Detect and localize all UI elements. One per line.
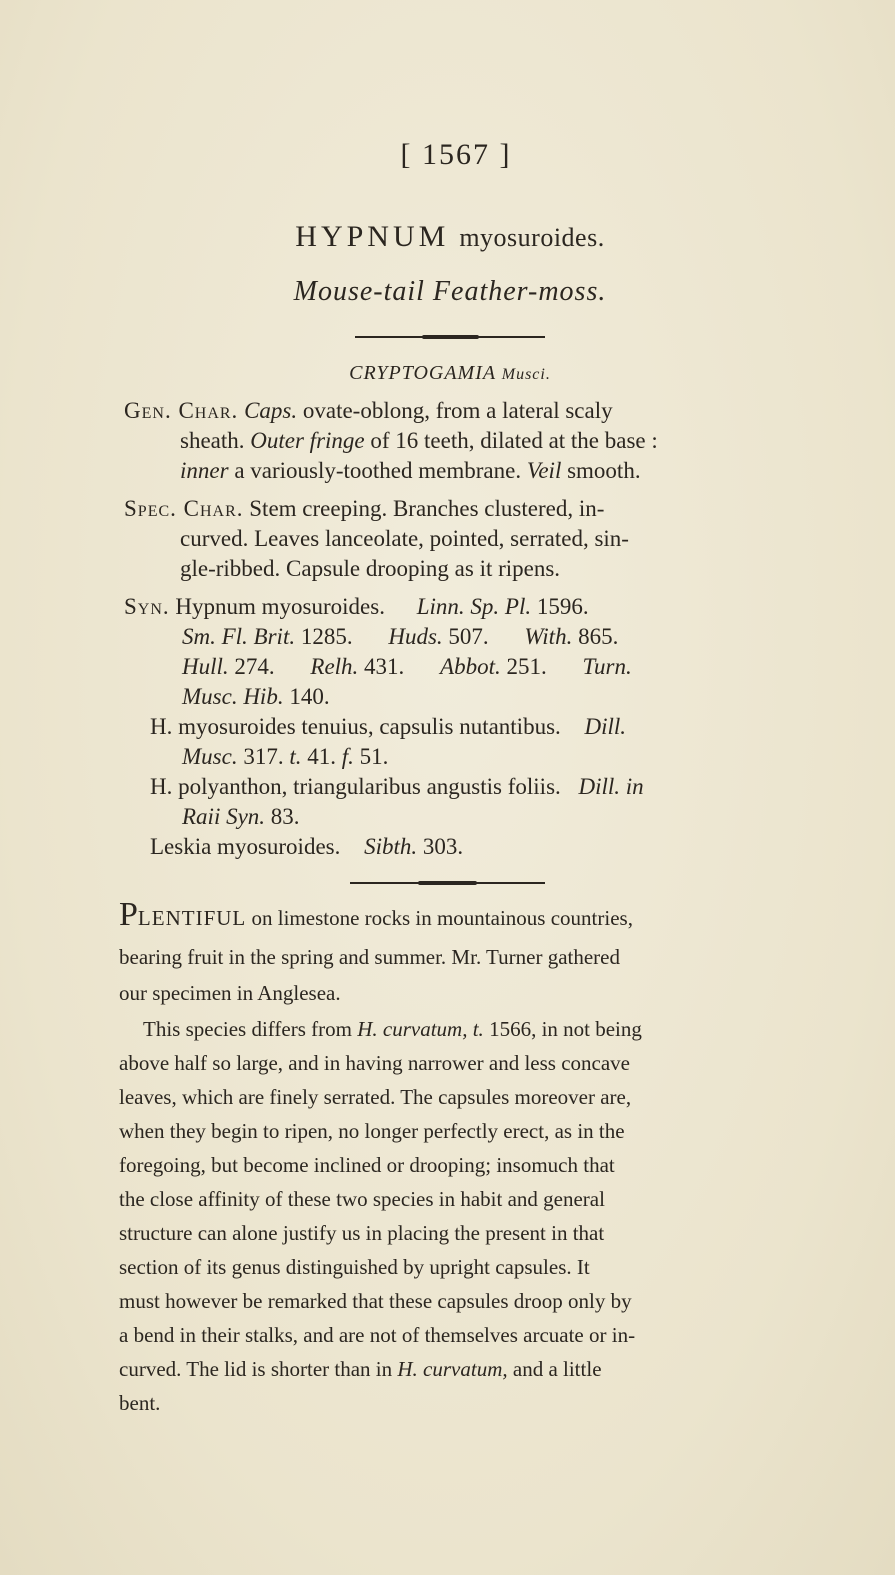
body-line: above half so large, and in having narrower and less concave bbox=[119, 1051, 631, 1075]
gen-char-text: ovate-oblong, from a lateral scaly bbox=[302, 398, 613, 423]
body-line: section of its genus distinguished by upright capsules. It bbox=[119, 1255, 590, 1279]
body-text: curved. The lid is shorter than in bbox=[119, 1357, 393, 1381]
syn-ref: Musc. bbox=[182, 744, 238, 769]
order-name: Musci. bbox=[501, 366, 551, 383]
class-name: CRYPTOGAMIA bbox=[349, 362, 496, 384]
gen-char-text: a variously-toothed membrane. bbox=[234, 458, 522, 483]
genus-name: HYPNUM bbox=[295, 220, 450, 253]
body-line bbox=[143, 1012, 642, 1046]
syn-name: H. myosuroides tenuius, capsulis nutantibus. bbox=[150, 714, 561, 739]
syn-num: 303. bbox=[422, 834, 464, 859]
syn-num: 83. bbox=[270, 804, 300, 829]
body-text: 1566, in not being bbox=[489, 1017, 642, 1041]
syn-name: Leskia myosuroides. bbox=[150, 834, 341, 859]
syn-name: Hypnum myosuroides. bbox=[175, 594, 385, 619]
body-line: structure can alone justify us in placing the present in that bbox=[119, 1221, 605, 1245]
divider-rule-middle bbox=[350, 882, 545, 884]
syn-line-1 bbox=[124, 592, 589, 622]
syn-ref: With. bbox=[524, 624, 573, 649]
lead-caps: LENTIFUL bbox=[137, 906, 247, 930]
gen-char-text: of 16 teeth, dilated at the base : bbox=[370, 428, 658, 453]
syn-num: 317. bbox=[243, 744, 284, 769]
syn-ref: Raii Syn. bbox=[182, 804, 266, 829]
body-line: bearing fruit in the spring and summer. Mr. Turner gathered bbox=[119, 945, 620, 969]
page-number: [ 1567 ] bbox=[400, 138, 512, 171]
syn-line-5 bbox=[150, 712, 626, 742]
syn-num: 865. bbox=[578, 624, 619, 649]
body-text: and a little bbox=[512, 1357, 602, 1381]
body-line bbox=[119, 1352, 602, 1386]
syn-ref: Hull. bbox=[182, 654, 229, 679]
syn-ref: Dill. bbox=[584, 714, 627, 739]
syn-num: 431. bbox=[364, 654, 405, 679]
syn-ref: Linn. Sp. Pl. bbox=[416, 594, 532, 619]
syn-line-8 bbox=[182, 802, 300, 832]
gen-char-text: smooth. bbox=[567, 458, 641, 483]
syn-label: Syn. bbox=[124, 594, 170, 619]
gen-char-term: Outer fringe bbox=[250, 428, 365, 453]
body-line: must however be remarked that these capsules droop only by bbox=[119, 1289, 632, 1313]
gen-char-term: inner bbox=[180, 458, 229, 483]
syn-line-2 bbox=[182, 622, 618, 652]
syn-ref: Sm. Fl. Brit. bbox=[182, 624, 296, 649]
common-name: Mouse-tail Feather-moss. bbox=[293, 276, 607, 307]
body-line: our specimen in Anglesea. bbox=[119, 981, 341, 1005]
spec-char-text: Stem creeping. Branches clustered, in- bbox=[249, 496, 605, 521]
species-title bbox=[0, 220, 895, 254]
syn-num: 507. bbox=[448, 624, 489, 649]
species-epithet: myosuroides. bbox=[459, 223, 605, 252]
gen-char-line-2 bbox=[180, 426, 658, 456]
spec-char-line-3: gle-ribbed. Capsule drooping as it ripens. bbox=[180, 556, 561, 581]
syn-line-9 bbox=[150, 832, 463, 862]
syn-num: 251. bbox=[506, 654, 547, 679]
drop-cap: P bbox=[119, 896, 138, 933]
syn-num: 41. bbox=[307, 744, 336, 769]
syn-name: H. polyanthon, triangularibus angustis foliis. bbox=[150, 774, 561, 799]
syn-line-3 bbox=[182, 652, 632, 682]
body-line: foregoing, but become inclined or drooping; insomuch that bbox=[119, 1153, 615, 1177]
body-text: This species differs from bbox=[143, 1017, 352, 1041]
syn-num: 1596. bbox=[536, 594, 589, 619]
body-line: when they begin to ripen, no longer perfectly erect, as in the bbox=[119, 1119, 625, 1143]
syn-ref: Dill. in bbox=[578, 774, 644, 799]
body-line: leaves, which are finely serrated. The capsules moreover are, bbox=[119, 1085, 632, 1109]
body-ref: t. bbox=[472, 1017, 484, 1041]
syn-ref: Abbot. bbox=[440, 654, 501, 679]
divider-rule-top bbox=[355, 336, 545, 338]
body-text: on limestone rocks in mountainous countries, bbox=[251, 906, 633, 930]
syn-line-4 bbox=[182, 682, 330, 712]
spec-char-label: Spec. Char. bbox=[124, 496, 244, 521]
spec-char-line-2: curved. Leaves lanceolate, pointed, serrated, sin- bbox=[180, 526, 629, 551]
gen-char-label: Gen. Char. bbox=[124, 398, 239, 423]
body-line: the close affinity of these two species in habit and general bbox=[119, 1187, 605, 1211]
syn-num: 140. bbox=[289, 684, 330, 709]
syn-line-7 bbox=[150, 772, 644, 802]
syn-ref: Musc. Hib. bbox=[182, 684, 284, 709]
gen-char-line-3 bbox=[180, 456, 641, 486]
syn-ref: Huds. bbox=[388, 624, 443, 649]
syn-ref: f. bbox=[341, 744, 354, 769]
syn-ref: Sibth. bbox=[364, 834, 418, 859]
gen-char-caps: Caps. bbox=[244, 398, 298, 423]
spec-char-line-1 bbox=[124, 494, 604, 524]
classification bbox=[0, 362, 895, 385]
body-line: bent. bbox=[119, 1391, 161, 1415]
gen-char-text: sheath. bbox=[180, 428, 245, 453]
syn-num: 274. bbox=[234, 654, 275, 679]
syn-num: 1285. bbox=[300, 624, 353, 649]
body-line: a bend in their stalks, and are not of themselves arcuate or in- bbox=[119, 1323, 636, 1347]
syn-ref: t. bbox=[289, 744, 302, 769]
gen-char-line-1 bbox=[124, 396, 613, 426]
syn-ref: Turn. bbox=[582, 654, 632, 679]
syn-num: 51. bbox=[359, 744, 389, 769]
body-line bbox=[119, 898, 633, 935]
body-ref: H. curvatum, bbox=[357, 1017, 468, 1041]
gen-char-term: Veil bbox=[526, 458, 562, 483]
syn-line-6 bbox=[182, 742, 388, 772]
syn-ref: Relh. bbox=[310, 654, 359, 679]
body-ref: H. curvatum, bbox=[397, 1357, 508, 1381]
